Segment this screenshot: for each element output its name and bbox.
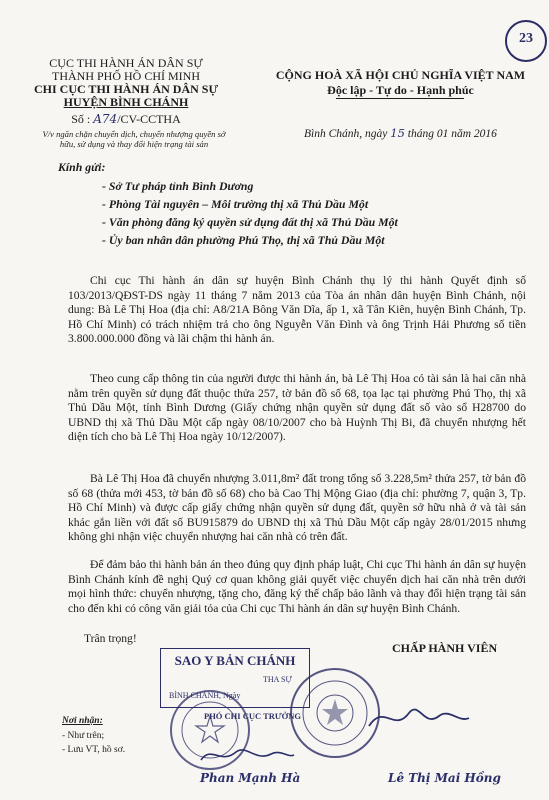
subject-line-1: V/v ngăn chặn chuyển dịch, chuyển nhượng quyền sở (42, 129, 226, 139)
paragraph-1: Chi cục Thi hành án dân sự huyện Bình Chánh thụ lý thi hành Quyết định số 103/2013/QĐST-DS ngày 11 tháng 7 năm 2013 của Tòa án nhân dân huyện Bình Chánh, nội dung: Bà Lê Thị Hoa (địa chỉ: A8/21A Bông Văn Dĩa, ấp 1, xã Tân Kiên, huyện Bình Chánh, Tp. Hồ Chí Minh) có trách nhiệm trả cho ông Nguyễn Văn Đình và ông Trịnh Hải Phương số tiền 3.800.000.000 đồng và lãi chậm thi hành án. (68, 274, 526, 346)
motto-underline (336, 98, 464, 99)
signer-name-left: Phan Mạnh Hà (200, 771, 301, 785)
nation-title: CỘNG HOÀ XÃ HỘI CHỦ NGHĨA VIỆT NAM (275, 68, 526, 82)
date-suffix: tháng 01 năm 2016 (407, 128, 497, 140)
closing: Trân trọng! (84, 632, 137, 645)
date-day-handwritten: 15 (390, 126, 405, 140)
copy-stamp-title-2: PHÓ CHI CỤC TRƯỞNG (204, 711, 302, 721)
recipient-4: - Ủy ban nhân dân phường Phú Thọ, thị xã Thủ Dầu Một (102, 233, 385, 247)
agency-name: CỤC THI HÀNH ÁN DÂN SỰ (49, 56, 203, 70)
motto: Độc lập - Tự do - Hạnh phúc (327, 83, 474, 97)
recipient-3: - Văn phòng đăng ký quyền sử dụng đất thị xã Thủ Dầu Một (102, 215, 398, 229)
copy-stamp-line2: THA SỰ (263, 675, 292, 684)
date-prefix: Bình Chánh, ngày (304, 128, 388, 140)
signature-scribble-icon-2 (196, 740, 296, 770)
copy-stamp-title: SAO Y BẢN CHÁNH (174, 653, 296, 668)
copy-stamp-line3: BÌNH CHÁNH, Ngày (169, 691, 241, 700)
number-suffix: /CV-CCTHA (117, 112, 181, 126)
received-stamp (505, 20, 547, 62)
paragraph-2: Theo cung cấp thông tin của người được thi hành án, bà Lê Thị Hoa có tài sản là hai căn nhà nằm trên quyền sử dụng đất thuộc thửa 257, tờ bản đồ số 68, tọa lạc tại phường Phú Thọ, thị xã Thủ Dầu Một, tỉnh Bình Dương (Giấy chứng nhận quyền sử dụng đất số vào sổ H28700 do UBND thị xã Thủ Dầu Một cấp ngày 08/10/2007 cho bà Huỳnh Thị Bi, đã chuyển nhượng hết diện tích cho bà Lê Thị Hoa ngày 10/12/2007). (68, 372, 526, 444)
signer-role: CHẤP HÀNH VIÊN (392, 641, 498, 655)
paragraph-3: Bà Lê Thị Hoa đã chuyển nhượng 3.011,8m² đất trong tổng số 3.228,5m² thửa 257, tờ bản đồ số 68 (thửa mới 453, tờ bản đồ số 68) cho bà Cao Thị Mộng Giao (địa chỉ: phường 7, quận 3, Tp. Hồ Chí Minh) và được cấp giấy chứng nhận quyền sử dụng đất, quyền sở hữu nhà ở và tài sản khác gắn liền với đất số BU915879 do UBND thị xã Thủ Dầu Một cấp ngày 28/01/2015 nhưng không ghi nhận việc chuyển nhượng hai căn nhà có trên đất. (68, 472, 526, 544)
branch-name: CHI CỤC THI HÀNH ÁN DÂN SỰ (33, 82, 218, 96)
distribution-title: Nơi nhận: (62, 716, 103, 726)
distribution-item-1: - Như trên; (62, 731, 105, 741)
recipient-1: - Sở Tư pháp tỉnh Bình Dương (102, 179, 254, 193)
distribution-item-2: - Lưu VT, hồ sơ. (62, 745, 126, 755)
signer-name-right: Lê Thị Mai Hồng (388, 771, 501, 785)
recipient-2: - Phòng Tài nguyên – Môi trường thị xã Thủ Dầu Một (102, 197, 369, 211)
salutation: Kính gửi: (58, 160, 106, 174)
district-name: HUYỆN BÌNH CHÁNH (63, 95, 189, 109)
number-handwritten: A74 (93, 112, 118, 126)
signature-scribble-icon (364, 698, 474, 738)
received-stamp-number: 23 (519, 31, 533, 46)
document-date (304, 126, 497, 140)
subject-line-2: hữu, sử dụng và thay đổi hiện trạng tài sản (59, 139, 209, 149)
document-number (0, 112, 252, 126)
paragraph-4: Để đảm bảo thi hành bản án theo đúng quy định pháp luật, Chi cục Thi hành án dân sự huyện Bình Chánh kính đề nghị Quý cơ quan không giải quyết việc chuyển dịch hai căn nhà trên dưới mọi hình thức: chuyển nhượng, tặng cho, đăng ký thế chấp bảo lãnh và thay đổi hiện trạng tài sản cho đến khi có công văn giải tỏa của Chi cục Thi hành án dân sự huyện Bình Chánh. (68, 558, 526, 615)
number-prefix: Số : (71, 112, 91, 126)
city-name: THÀNH PHỐ HỒ CHÍ MINH (52, 69, 200, 83)
